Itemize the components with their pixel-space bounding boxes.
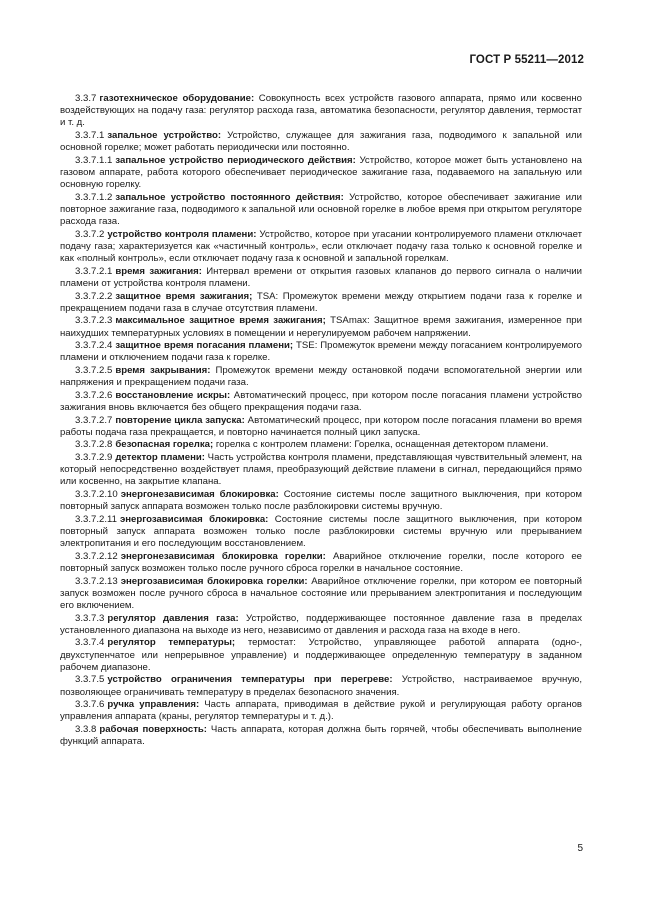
paragraph bbox=[60, 340, 582, 364]
definition: Часть аппарата, приводимая в действие рукой и регулирующая работу органов управления аппарата (краны, регулятор температуры и т. д.). bbox=[60, 699, 582, 723]
paragraph bbox=[60, 674, 582, 698]
paragraph bbox=[60, 613, 582, 637]
paragraph bbox=[60, 637, 582, 674]
clause-number: 3.3.7.6 bbox=[75, 699, 105, 711]
paragraph bbox=[60, 291, 582, 315]
clause-number: 3.3.7.2.5 bbox=[75, 364, 113, 376]
clause-number: 3.3.7.2.9 bbox=[75, 451, 113, 463]
definition: горелка с контролем пламени: Горелка, оснащенная детектором пламени. bbox=[213, 439, 549, 451]
definition: Автоматический процесс, при котором после погасания пламени во время работы подача газа прекращается, и повторно начинается полный цикл запуска. bbox=[60, 414, 582, 438]
clause-number: 3.3.7.2.1 bbox=[75, 265, 113, 277]
clause-number: 3.3.7.2.8 bbox=[75, 439, 113, 451]
clause-number: 3.3.7.2.10 bbox=[75, 488, 118, 500]
definition: Часть устройства контроля пламени, представляющая чувствительный элемент, на который непосредственно воздействует пламя, преобразующий действие пламени в сигнал, передающийся прямо или косвенно, на закрытие клапана. bbox=[60, 451, 582, 488]
definition: Аварийное отключение горелки, после которого ее повторный запуск возможен только после ручного сброса горелки в начальное состояние. bbox=[60, 550, 583, 574]
definition: термостат: Устройство, управляющее работой аппарата (одно-, двухступенчатое или непрерывное управление) и поддерживающее определенную температуру в заданном рабочем диапазоне. bbox=[60, 637, 582, 673]
definition: Автоматический процесс, при котором после погасания пламени устройство зажигания вновь включается без общего прекращения подачи газа. bbox=[60, 389, 582, 413]
definition: Устройство, поддерживающее постоянное давление газа в пределах установленного диапазона на выходе из него, независимо от давления и расхода газа на входе в него. bbox=[60, 612, 582, 636]
term: детектор пламени: bbox=[115, 451, 205, 463]
term: запальное устройство: bbox=[107, 130, 222, 141]
clause-number: 3.3.7.2 bbox=[75, 228, 105, 240]
clause-number: 3.3.7.2.6 bbox=[75, 389, 113, 401]
paragraph bbox=[60, 266, 582, 290]
clause-number: 3.3.7.1 bbox=[75, 130, 105, 141]
clause-number: 3.3.7.2.13 bbox=[75, 575, 118, 587]
document-header: ГОСТ Р 55211—2012 bbox=[469, 54, 584, 66]
paragraph bbox=[60, 192, 582, 229]
term: время закрывания: bbox=[115, 364, 211, 376]
paragraph bbox=[60, 576, 582, 613]
clause-number: 3.3.7.1.2 bbox=[75, 191, 113, 203]
clause-number: 3.3.7.2.12 bbox=[75, 550, 118, 562]
term: защитное время зажигания; bbox=[115, 290, 253, 302]
definition: Интервал времени от открытия газовых клапанов до первого сигнала о наличии пламени от устройства контроля пламени. bbox=[60, 265, 582, 289]
term: энергозависимая блокировка: bbox=[119, 513, 269, 525]
paragraph bbox=[60, 439, 582, 451]
term: максимальное защитное время зажигания; bbox=[115, 315, 326, 327]
definition: TSA: Промежуток времени между открытием подачи газа к горелке и прекращением подачи газа в случае отсутствия пламени. bbox=[60, 290, 582, 314]
paragraph bbox=[60, 130, 582, 154]
term: ручка управления: bbox=[107, 699, 200, 711]
page-number: 5 bbox=[577, 843, 583, 854]
definition: Аварийное отключение горелки, при котором ее повторный запуск возможен после ручного сброса в начальное состояние или прерыванием электропитания и последующим его включением. bbox=[60, 575, 582, 611]
clause-number: 3.3.7.4 bbox=[75, 637, 105, 649]
clause-number: 3.3.7.5 bbox=[75, 674, 105, 686]
definition: Промежуток времени между остановкой подачи вспомогательной энергии или напряжения и прекращением подачи газа. bbox=[60, 364, 582, 389]
paragraph bbox=[60, 514, 582, 551]
paragraph bbox=[60, 390, 582, 414]
definition: Устройство, которое может быть установлено на газовом аппарате, работа которого обеспечивает периодическое зажигание газа, подаваемого на запальную или основную горелку. bbox=[60, 154, 582, 191]
definition: Состояние системы после защитного выключения, при котором повторный запуск аппарата возможен только после разблокировки системы вручную или прерыванием электропитания и его последующим восстановлением. bbox=[60, 513, 583, 550]
definition: Состояние системы после защитного выключения, при котором повторный запуск аппарата возможен только после разблокировки системы вручную. bbox=[60, 488, 582, 513]
term: рабочая поверхность: bbox=[99, 723, 207, 735]
paragraph bbox=[60, 229, 582, 266]
document-body bbox=[60, 93, 582, 749]
paragraph bbox=[60, 415, 582, 439]
definition: TSAmax: Защитное время зажигания, измеренное при наихудших температурных условиях в помещении и нерегулируемом рабочем напряжении. bbox=[60, 315, 582, 339]
term: газотехническое оборудование: bbox=[99, 93, 255, 104]
definition: Часть аппарата, которая должна быть горячей, чтобы обеспечивать выполнение функций аппарата. bbox=[60, 723, 582, 748]
term: время зажигания: bbox=[115, 265, 202, 277]
term: энергонезависимая блокировка: bbox=[120, 488, 279, 500]
paragraph bbox=[60, 93, 582, 130]
paragraph bbox=[60, 699, 582, 723]
paragraph bbox=[60, 365, 582, 389]
definition: TSE: Промежуток времени между погасанием контролируемого пламени и отключением подачи газа к горелке. bbox=[60, 340, 582, 364]
term: запальное устройство постоянного действия: bbox=[115, 191, 344, 203]
term: восстановление искры: bbox=[115, 389, 231, 401]
definition: Устройство, которое при угасании контролируемого пламени отключает подачу газа; характеризуется как «частичный контроль», если отключает подачу газа только к основной горелке и как «полный контроль», если отключает подачу газа к основной и запальной горелкам. bbox=[60, 228, 582, 265]
definition: Устройство, настраиваемое вручную, позволяющее ограничивать температуру в пределах безопасного значения. bbox=[60, 674, 582, 698]
clause-number: 3.3.7.1.1 bbox=[75, 154, 113, 166]
term: защитное время погасания пламени; bbox=[115, 340, 294, 352]
term: регулятор температуры; bbox=[107, 637, 236, 649]
clause-number: 3.3.7.3 bbox=[75, 612, 105, 624]
clause-number: 3.3.8 bbox=[75, 723, 97, 735]
term: устройство ограничения температуры при перегреве: bbox=[107, 674, 393, 686]
term: регулятор давления газа: bbox=[107, 612, 239, 624]
term: повторение цикла запуска: bbox=[115, 414, 245, 426]
paragraph bbox=[60, 551, 582, 575]
term: энергонезависимая блокировка горелки: bbox=[120, 550, 326, 562]
definition: Устройство, служащее для зажигания газа, подводимого к запальной или основной горелке; может работать периодически или постоянно. bbox=[60, 130, 582, 154]
paragraph bbox=[60, 489, 582, 513]
definition: Совокупность всех устройств газового аппарата, прямо или косвенно воздействующих на подачу газа: регулятор расхода газа, автоматика безопасности, регулятор давления, термостат и т. д. bbox=[60, 93, 582, 129]
clause-number: 3.3.7 bbox=[75, 93, 97, 104]
clause-number: 3.3.7.2.11 bbox=[75, 513, 117, 525]
paragraph bbox=[60, 452, 582, 489]
term: энергозависимая блокировка горелки: bbox=[120, 575, 308, 587]
paragraph bbox=[60, 724, 582, 748]
term: устройство контроля пламени: bbox=[107, 228, 257, 240]
clause-number: 3.3.7.2.7 bbox=[75, 414, 113, 426]
definition: Устройство, которое обеспечивает зажигание или повторное зажигание газа, подводимого к запальной или основной горелке в любое время при открытом регуляторе расхода газа. bbox=[60, 191, 582, 228]
paragraph bbox=[60, 155, 582, 192]
term: запальное устройство периодического действия: bbox=[115, 154, 356, 166]
paragraph bbox=[60, 315, 582, 339]
clause-number: 3.3.7.2.3 bbox=[75, 315, 113, 327]
clause-number: 3.3.7.2.4 bbox=[75, 340, 113, 352]
clause-number: 3.3.7.2.2 bbox=[75, 290, 113, 302]
term: безопасная горелка; bbox=[115, 439, 214, 451]
